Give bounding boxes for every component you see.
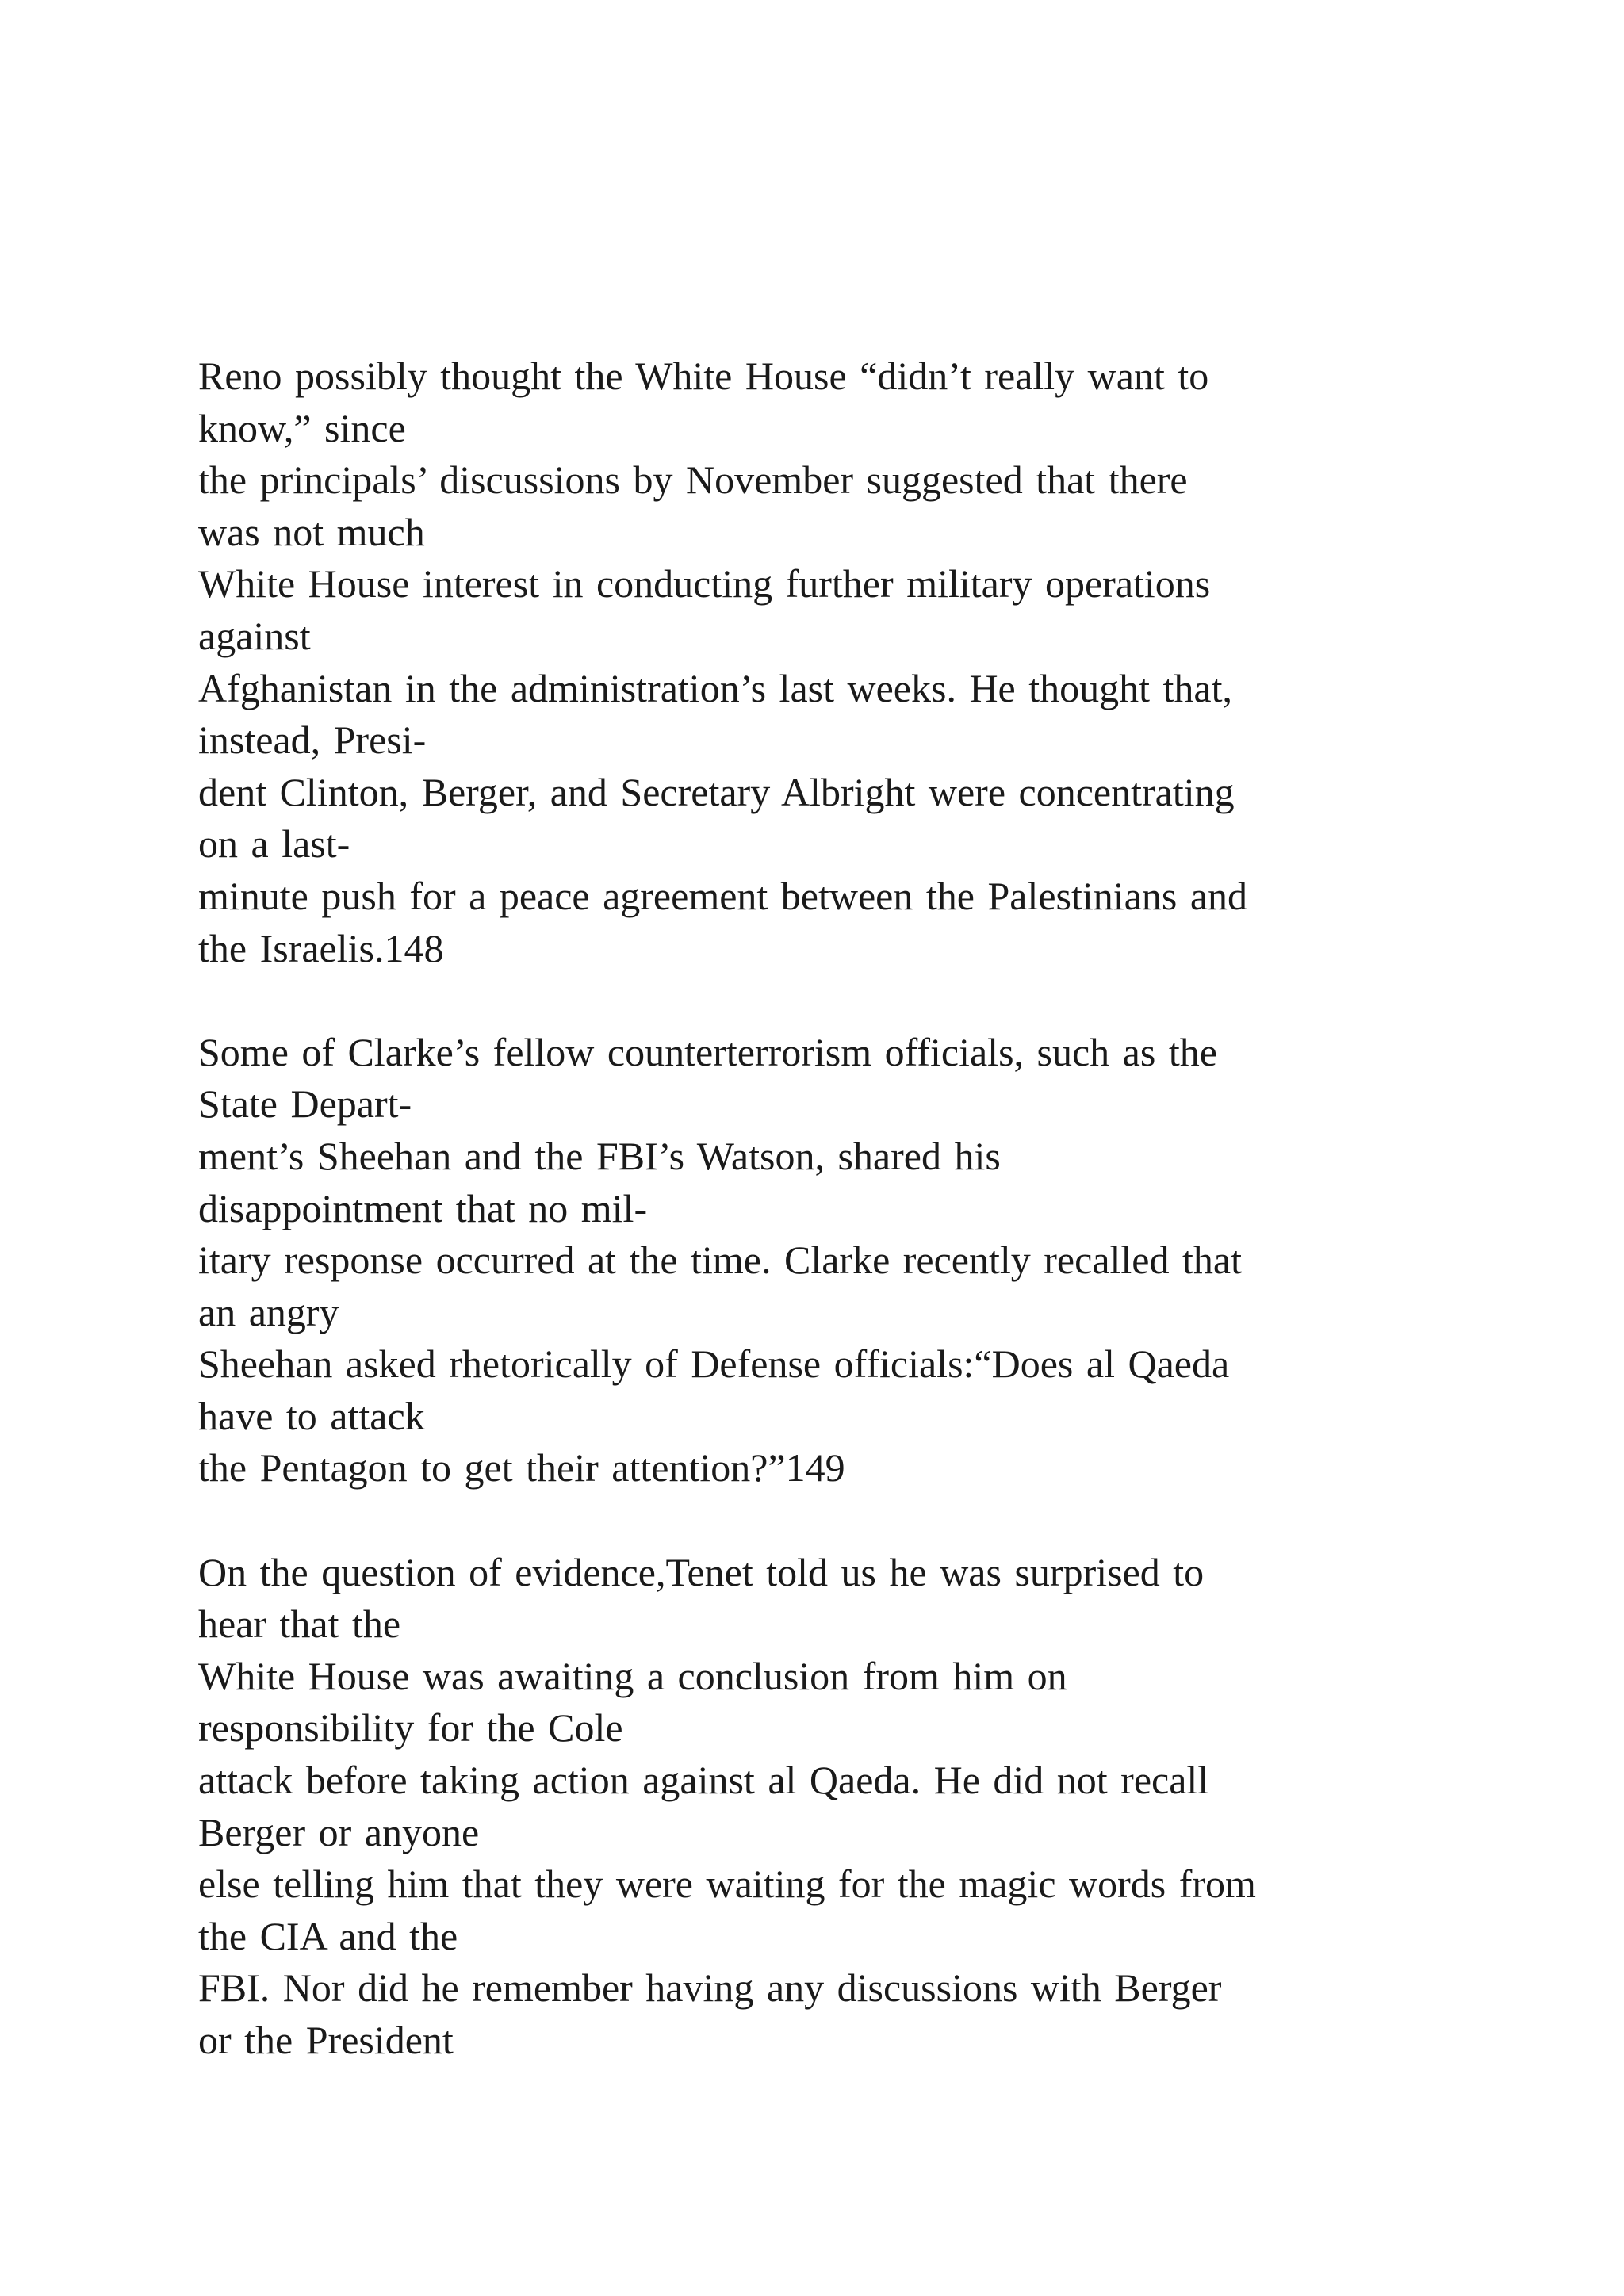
paragraph-3 (198, 1547, 1483, 2067)
paragraph-line: the principals’ discussions by November suggested that there (198, 457, 1188, 503)
paragraph-line: FBI. Nor did he remember having any discussions with Berger (198, 1965, 1222, 2011)
paragraph-line: the Pentagon to get their attention?”149 (198, 1445, 845, 1490)
paragraph-line: Afghanistan in the administration’s last weeks. He thought that, (198, 665, 1232, 710)
paragraph-line: have to attack (198, 1393, 425, 1438)
paragraph-line: hear that the (198, 1601, 401, 1647)
paragraph-line: On the question of evidence,Tenet told us he was surprised to (198, 1549, 1205, 1594)
paragraph-line: instead, Presi- (198, 718, 427, 763)
document-body (198, 350, 1483, 2067)
paragraph-line: White House interest in conducting further military operations (198, 561, 1211, 607)
paragraph-line: White House was awaiting a conclusion from him on (198, 1653, 1067, 1698)
paragraph-1 (198, 350, 1483, 974)
paragraph-line: the Israelis.148 (198, 925, 444, 970)
paragraph-line: State Depart- (198, 1081, 412, 1127)
paragraph-line: was not much (198, 509, 425, 554)
paragraph-gap (198, 1494, 1483, 1547)
paragraph-line: itary response occurred at the time. Clarke recently recalled that (198, 1238, 1242, 1283)
paragraph-line: know,” since (198, 405, 406, 450)
paragraph-line: Some of Clarke’s fellow counterterrorism officials, such as the (198, 1029, 1217, 1074)
paragraph-line: against (198, 613, 311, 658)
paragraph-line: the CIA and the (198, 1913, 458, 1958)
paragraph-line: Reno possibly thought the White House “didn’t really want to (198, 354, 1209, 398)
paragraph-gap (198, 974, 1483, 1027)
paragraph-2 (198, 1027, 1483, 1494)
paragraph-line: responsibility for the Cole (198, 1705, 623, 1751)
paragraph-line: an angry (198, 1289, 339, 1334)
paragraph-line: attack before taking action against al Qaeda. He did not recall (198, 1758, 1209, 1803)
paragraph-line: or the President (198, 2018, 454, 2062)
paragraph-line: disappointment that no mil- (198, 1185, 648, 1230)
paragraph-line: dent Clinton, Berger, and Secretary Albright were concentrating (198, 769, 1235, 814)
paragraph-line: else telling him that they were waiting for the magic words from (198, 1862, 1256, 1907)
paragraph-line: ment’s Sheehan and the FBI’s Watson, shared his (198, 1133, 1001, 1178)
paragraph-line: Berger or anyone (198, 1809, 480, 1854)
paragraph-line: on a last- (198, 821, 350, 867)
paragraph-line: minute push for a peace agreement between the Palestinians and (198, 873, 1248, 918)
paragraph-line: Sheehan asked rhetorically of Defense officials:“Does al Qaeda (198, 1341, 1230, 1387)
